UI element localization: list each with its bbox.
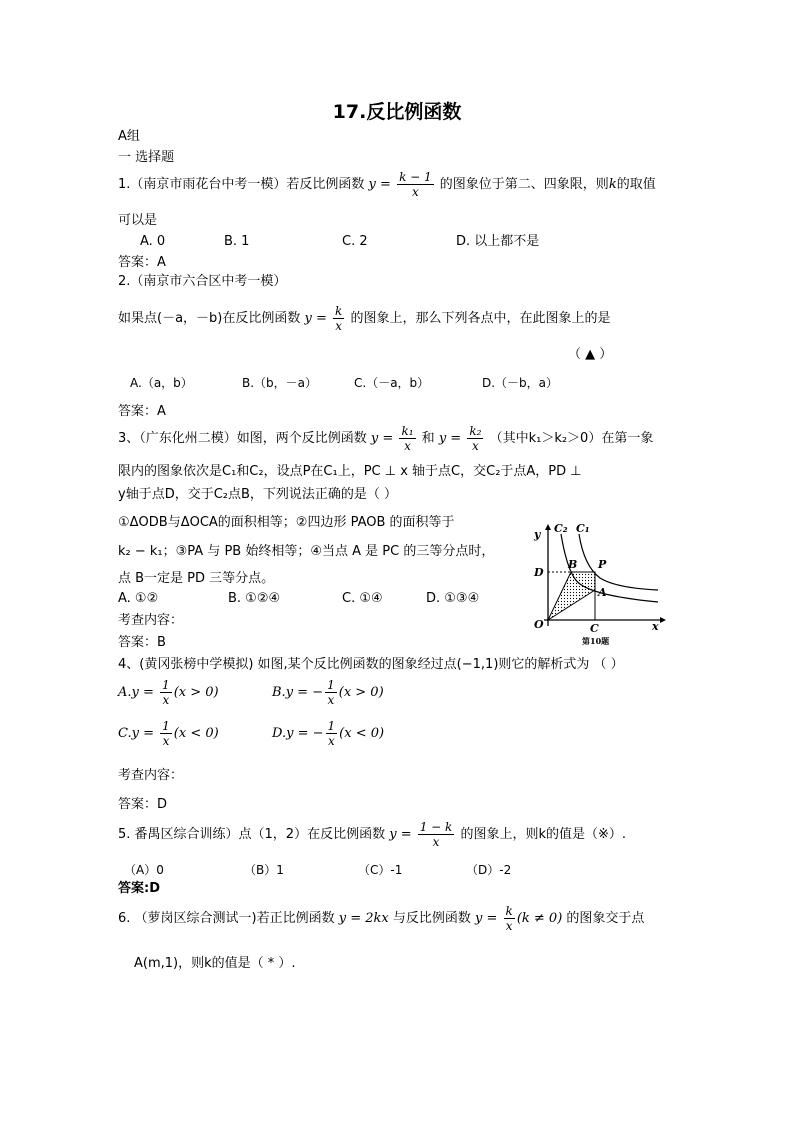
- q3-prefix: 3、（广东化州二模）如图，两个反比例函数: [118, 431, 367, 446]
- q4-d-lhs: y =: [286, 726, 309, 741]
- q4-b-numerator: 1: [327, 678, 335, 692]
- q4-c-condition: (x < 0): [173, 726, 219, 741]
- q3-line-3: y轴于点D，交于C₂点B，下列说法正确的是（ ）: [118, 487, 398, 502]
- q3-fraction-1: [399, 424, 415, 453]
- q5-option-a: （A）0: [124, 863, 164, 877]
- question-2-line-1: [118, 304, 610, 334]
- q2-option-c: C.（－a，b）: [354, 376, 430, 390]
- q4-option-a: [118, 678, 219, 708]
- q6-mid: 与反比例函数: [392, 911, 471, 926]
- q1-fraction: [397, 170, 434, 199]
- q5-fraction: [418, 820, 455, 849]
- q1-line-2: 可以是: [118, 213, 158, 228]
- q4-c-lhs: y =: [131, 726, 154, 741]
- q4-b-fraction: [325, 678, 337, 707]
- q2-denominator: x: [335, 319, 343, 333]
- q1-suffix2: 的取值: [616, 177, 656, 192]
- q6-fraction: [504, 904, 515, 933]
- q2-answer: 答案：A: [118, 404, 166, 419]
- q4-option-c: [118, 719, 219, 749]
- q1-answer: 答案：A: [118, 255, 166, 270]
- page-title: 17.反比例函数: [332, 101, 462, 123]
- shaded-region-paob: [548, 572, 595, 620]
- q4-b-denominator: x: [327, 693, 335, 707]
- q3-and: 和: [421, 431, 435, 446]
- q4-d-condition: (x < 0): [339, 726, 385, 741]
- q6-lhs: y =: [475, 911, 498, 926]
- q6-prefix: 6. （萝岗区综合测试一)若正比例函数: [118, 911, 335, 926]
- q4-c-fraction: [160, 719, 172, 748]
- q5-numerator: 1 − k: [419, 820, 453, 834]
- q6-line-2: A(m,1)，则k的值是（ * ）.: [134, 956, 296, 971]
- q1-numerator: k − 1: [399, 170, 432, 184]
- q1-lhs: y =: [368, 177, 391, 192]
- q2-option-a: A.（a，b）: [130, 376, 193, 390]
- question-6-line-1: [118, 904, 644, 934]
- q3-option-c: C. ①④: [342, 591, 383, 606]
- question-1-line-1: [118, 170, 656, 200]
- q6-expr1: y = 2kx: [338, 911, 389, 926]
- q2-option-b: B.（b，－a）: [242, 376, 318, 390]
- q3-denominator-2: x: [472, 439, 479, 453]
- q3-line-6: 点 B一定是 PD 三等分点。: [118, 571, 275, 586]
- label-o: O: [534, 618, 544, 631]
- q6-suffix: 的图象交于点: [566, 911, 645, 926]
- q3-line-4: ①ΔODB与ΔOCA的面积相等；②四边形 PAOB 的面积等于: [118, 515, 455, 530]
- q4-c-label: C.: [118, 726, 132, 741]
- q4-d-sign: −: [312, 726, 324, 741]
- q1-prefix: 1.（南京市雨花台中考一模）若反比例函数: [118, 177, 365, 192]
- q5-answer: 答案:D: [118, 881, 160, 896]
- q3-option-d: D. ①③④: [426, 591, 480, 606]
- q1-option-b: B. 1: [224, 234, 250, 249]
- q2-prefix: 如果点(－a，－b)在反比例函数: [118, 311, 301, 326]
- q5-lhs: y =: [389, 827, 412, 842]
- q4-b-lhs: y =: [285, 685, 309, 700]
- q2-lhs: y =: [304, 311, 327, 326]
- label-y: y: [534, 528, 541, 541]
- q4-a-fraction: [160, 678, 172, 707]
- q3-option-b: B. ①②④: [228, 591, 281, 606]
- q4-b-label: B.: [272, 685, 286, 700]
- q4-content-label: 考查内容：: [118, 768, 184, 783]
- q4-d-fraction: [326, 719, 338, 748]
- q3-numerator-1: k₁: [401, 424, 414, 438]
- q4-c-numerator: 1: [162, 719, 170, 733]
- x-axis-arrow: [660, 617, 666, 623]
- q2-suffix: 的图象上，那么下列各点中，在此图象上的是: [350, 311, 611, 326]
- q4-a-label: A.: [118, 685, 132, 700]
- q1-option-a: A. 0: [140, 234, 166, 249]
- q3-option-a: A. ①②: [118, 591, 159, 606]
- label-p: P: [598, 558, 607, 571]
- q6-denominator: x: [505, 919, 513, 933]
- q3-suffix: （其中k₁＞k₂＞0）在第一象: [489, 431, 654, 446]
- y-axis-arrow: [545, 524, 551, 530]
- q4-a-numerator: 1: [162, 678, 170, 692]
- q3-lhs1: y =: [370, 431, 394, 446]
- q2-option-d: D.（－b，a）: [482, 376, 559, 390]
- q4-a-denominator: x: [162, 693, 170, 707]
- q6-condition: (k ≠ 0): [516, 911, 563, 926]
- q2-numerator: k: [335, 304, 343, 318]
- q4-d-numerator: 1: [327, 719, 336, 733]
- q1-denominator: x: [411, 185, 419, 199]
- q4-option-b: [272, 678, 384, 708]
- label-x: x: [652, 620, 659, 633]
- q2-answer-bracket: （ ▲ ）: [568, 347, 613, 362]
- figure-caption: 第10题: [582, 636, 610, 646]
- label-c: C: [590, 622, 599, 635]
- q4-d-label: D.: [272, 726, 287, 741]
- question-3-line-1: [118, 424, 653, 454]
- q4-a-lhs: y =: [131, 685, 154, 700]
- q4-option-d: [272, 719, 384, 749]
- q3-figure: [524, 516, 670, 646]
- q3-line-2: 限内的图象依次是C₁和C₂，设点P在C₁上，PC ⊥ x 轴于点C，交C₂于点A，PD ⊥: [118, 464, 582, 479]
- question-5-line-1: [118, 820, 626, 850]
- q5-option-c: （C）-1: [358, 863, 403, 877]
- q2-fraction: [333, 304, 344, 333]
- q1-option-c: C. 2: [342, 234, 368, 249]
- q5-option-b: （B）1: [244, 863, 284, 877]
- q3-lhs2: y =: [438, 431, 462, 446]
- q3-denominator-1: x: [404, 439, 411, 453]
- q4-a-condition: (x > 0): [173, 685, 219, 700]
- section-heading: 一 选择题: [118, 150, 175, 165]
- q4-text: 4、(黄冈张榜中学模拟) 如图,某个反比例函数的图象经过点(−1,1)则它的解析式为 （ ）: [118, 657, 624, 672]
- q4-c-denominator: x: [162, 734, 170, 748]
- label-c1: C₁: [576, 522, 590, 535]
- q5-denominator: x: [432, 835, 440, 849]
- q3-answer: 答案：B: [118, 635, 166, 650]
- q1-suffix: 的图象位于第二、四象限，则: [439, 177, 609, 192]
- q2-source: 2.（南京市六合区中考一模）: [118, 274, 287, 289]
- q5-suffix: 的图象上，则k的值是（※）.: [460, 827, 627, 842]
- q5-option-d: （D）-2: [466, 863, 512, 877]
- label-c2: C₂: [554, 522, 568, 535]
- q1-option-d: D. 以上都不是: [456, 234, 540, 249]
- q4-b-condition: (x > 0): [338, 685, 384, 700]
- q6-numerator: k: [505, 904, 513, 918]
- q3-line-5: k₂ − k₁；③PA 与 PB 始终相等；④当点 A 是 PC 的三等分点时，: [118, 544, 495, 559]
- q1-var: k: [608, 177, 617, 192]
- group-label: A组: [118, 129, 140, 144]
- q4-b-sign: −: [312, 685, 324, 700]
- q4-answer: 答案：D: [118, 797, 168, 812]
- q3-fraction-2: [467, 424, 483, 453]
- q3-numerator-2: k₂: [469, 424, 482, 438]
- q4-d-denominator: x: [327, 734, 335, 748]
- label-d: D: [534, 566, 544, 579]
- label-b: B: [568, 558, 578, 571]
- q3-content-label: 考查内容：: [118, 613, 184, 628]
- label-a: A: [598, 586, 607, 599]
- q5-prefix: 5. 番禺区综合训练）点（1，2）在反比例函数: [118, 827, 386, 842]
